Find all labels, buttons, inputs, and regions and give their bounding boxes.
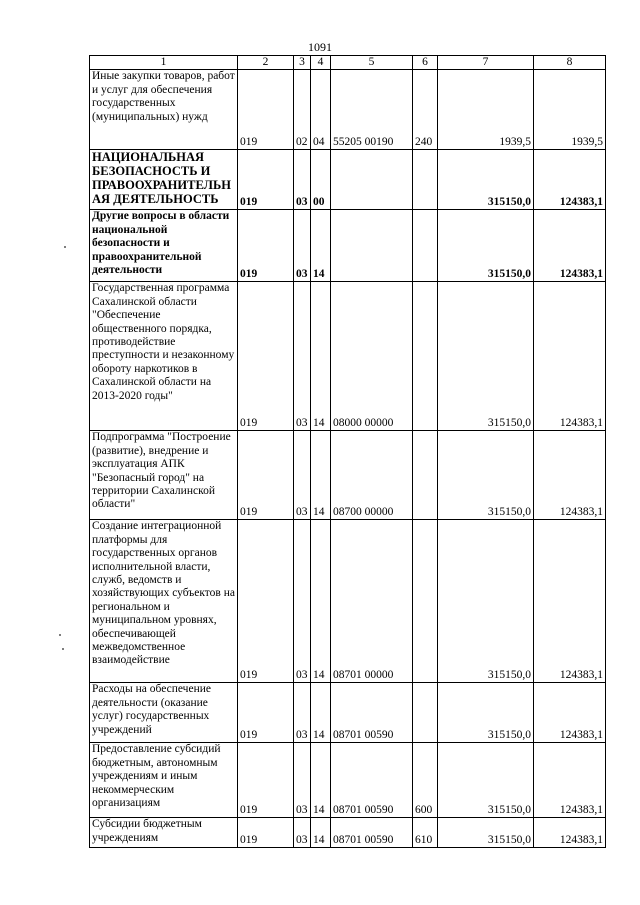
cell-section: 03 <box>294 282 311 431</box>
cell-expense-type <box>413 431 438 520</box>
cell-subsection: 14 <box>311 431 331 520</box>
scan-speck <box>64 246 66 248</box>
table-row <box>90 210 606 282</box>
cell-ministry: 019 <box>238 683 294 743</box>
cell-expense-type <box>413 683 438 743</box>
cell-subsection: 14 <box>311 210 331 282</box>
cell-amount-2: 124383,1 <box>534 520 606 683</box>
cell-section: 03 <box>294 150 311 210</box>
cell-section: 03 <box>294 520 311 683</box>
header-cell: 1 <box>90 56 238 70</box>
cell-amount-1: 315150,0 <box>438 743 534 818</box>
cell-ministry: 019 <box>238 520 294 683</box>
cell-amount-1: 315150,0 <box>438 818 534 848</box>
row-name: Другие вопросы в области национальной безопасности и правоохранительной деятельности <box>90 210 238 282</box>
cell-target-article <box>331 150 413 210</box>
cell-expense-type <box>413 282 438 431</box>
cell-amount-2: 124383,1 <box>534 683 606 743</box>
table-row <box>90 150 606 210</box>
header-cell: 8 <box>534 56 606 70</box>
row-name: Предоставление субсидий бюджетным, автономным учреждениям и иным некоммерческим организациям <box>90 743 238 818</box>
scan-speck <box>59 634 61 636</box>
cell-amount-1: 315150,0 <box>438 431 534 520</box>
cell-target-article: 08701 00590 <box>331 743 413 818</box>
cell-amount-1: 315150,0 <box>438 282 534 431</box>
cell-expense-type: 610 <box>413 818 438 848</box>
cell-subsection: 14 <box>311 683 331 743</box>
header-cell: 3 <box>294 56 311 70</box>
row-name: Расходы на обеспечение деятельности (оказание услуг) государственных учреждений <box>90 683 238 743</box>
page-number: 1091 <box>308 40 332 54</box>
cell-ministry: 019 <box>238 743 294 818</box>
cell-subsection: 04 <box>311 70 331 150</box>
budget-table <box>89 55 606 848</box>
cell-target-article <box>331 210 413 282</box>
cell-amount-2: 124383,1 <box>534 818 606 848</box>
table-row <box>90 520 606 683</box>
cell-target-article: 08701 00000 <box>331 520 413 683</box>
cell-amount-1: 315150,0 <box>438 210 534 282</box>
cell-ministry: 019 <box>238 150 294 210</box>
cell-expense-type: 600 <box>413 743 438 818</box>
row-name: Субсидии бюджетным учреждениям <box>90 818 238 848</box>
header-cell: 5 <box>331 56 413 70</box>
cell-amount-2: 124383,1 <box>534 743 606 818</box>
cell-section: 03 <box>294 818 311 848</box>
row-name: НАЦИОНАЛЬНАЯ БЕЗОПАСНОСТЬ И ПРАВООХРАНИТЕЛЬН АЯ ДЕЯТЕЛЬНОСТЬ <box>90 150 238 210</box>
cell-ministry: 019 <box>238 431 294 520</box>
cell-amount-1: 315150,0 <box>438 150 534 210</box>
row-name: Государственная программа Сахалинской области "Обеспечение общественного порядка, противодействие преступности и незаконному обороту наркотиков в Сахалинской области на 2013-2020 годы" <box>90 282 238 431</box>
table-row <box>90 683 606 743</box>
table-header-row <box>90 56 606 70</box>
row-name: Иные закупки товаров, работ и услуг для обеспечения государственных (муниципальных) нужд <box>90 70 238 150</box>
cell-amount-2: 124383,1 <box>534 282 606 431</box>
cell-ministry: 019 <box>238 818 294 848</box>
table-row <box>90 431 606 520</box>
cell-subsection: 14 <box>311 520 331 683</box>
row-name: Создание интеграционной платформы для государственных органов исполнительной власти, служб, ведомств и хозяйствующих субъектов на региональном и муниципальном уровнях, обеспечивающей межведомственное взаимодействие <box>90 520 238 683</box>
cell-target-article: 08701 00590 <box>331 683 413 743</box>
cell-subsection: 14 <box>311 818 331 848</box>
header-cell: 4 <box>311 56 331 70</box>
cell-expense-type: 240 <box>413 70 438 150</box>
table-row <box>90 818 606 848</box>
row-name: Подпрограмма "Построение (развитие), внедрение и эксплуатация АПК "Безопасный город" на территории Сахалинской области" <box>90 431 238 520</box>
table-row <box>90 70 606 150</box>
cell-section: 03 <box>294 210 311 282</box>
cell-subsection: 14 <box>311 743 331 818</box>
table-row <box>90 743 606 818</box>
cell-target-article: 08000 00000 <box>331 282 413 431</box>
cell-expense-type <box>413 150 438 210</box>
header-cell: 6 <box>413 56 438 70</box>
cell-amount-2: 124383,1 <box>534 210 606 282</box>
cell-ministry: 019 <box>238 70 294 150</box>
cell-target-article: 08700 00000 <box>331 431 413 520</box>
cell-ministry: 019 <box>238 282 294 431</box>
cell-ministry: 019 <box>238 210 294 282</box>
cell-section: 03 <box>294 431 311 520</box>
cell-target-article: 55205 00190 <box>331 70 413 150</box>
cell-amount-1: 315150,0 <box>438 683 534 743</box>
cell-target-article: 08701 00590 <box>331 818 413 848</box>
header-cell: 7 <box>438 56 534 70</box>
cell-amount-2: 124383,1 <box>534 150 606 210</box>
table-row <box>90 282 606 431</box>
scan-speck <box>62 648 64 650</box>
cell-subsection: 14 <box>311 282 331 431</box>
cell-expense-type <box>413 210 438 282</box>
cell-amount-2: 1939,5 <box>534 70 606 150</box>
cell-section: 03 <box>294 743 311 818</box>
cell-expense-type <box>413 520 438 683</box>
cell-section: 02 <box>294 70 311 150</box>
cell-amount-1: 315150,0 <box>438 520 534 683</box>
header-cell: 2 <box>238 56 294 70</box>
cell-subsection: 00 <box>311 150 331 210</box>
cell-amount-2: 124383,1 <box>534 431 606 520</box>
cell-section: 03 <box>294 683 311 743</box>
cell-amount-1: 1939,5 <box>438 70 534 150</box>
